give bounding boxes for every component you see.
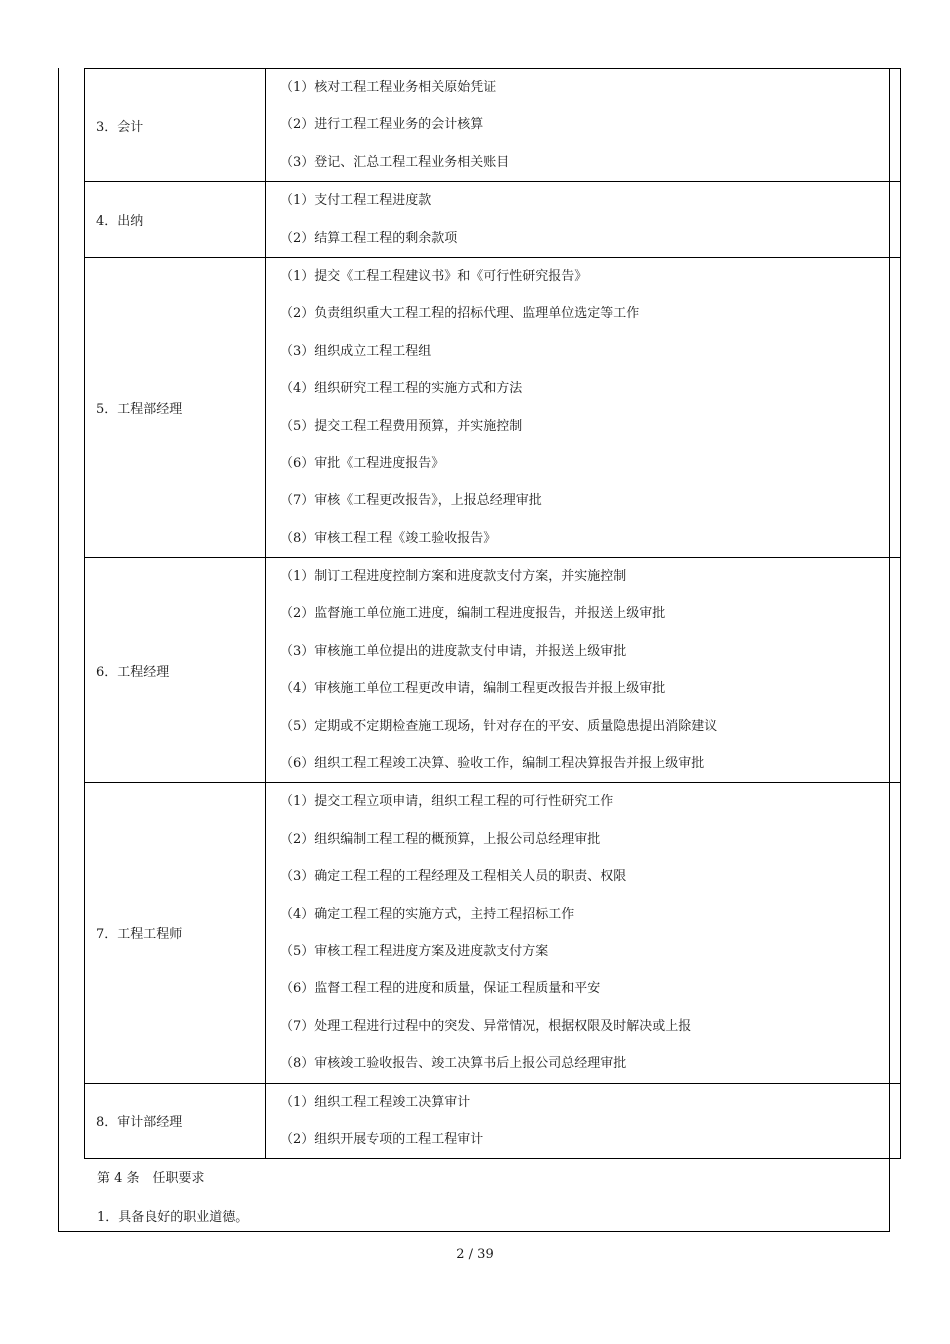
duties-cell [266, 69, 901, 182]
duty-item: （4）确定工程工程的实施方式，主持工程招标工作 [280, 906, 575, 922]
outer-frame-left-border [58, 68, 59, 1232]
duty-item: （1）提交《工程工程建议书》和《可行性研究报告》 [280, 268, 588, 284]
duties-cell [266, 1083, 901, 1159]
table-row [85, 182, 901, 258]
duty-item: （8）审核工程工程《竣工验收报告》 [280, 530, 497, 546]
duty-item: （8）审核竣工验收报告、竣工决算书后上报公司总经理审批 [280, 1056, 627, 1072]
duties-cell [266, 783, 901, 1083]
table-row [85, 1083, 901, 1159]
role-name-cell: 3．会计 [85, 69, 266, 182]
duty-item: （4）组织研究工程工程的实施方式和方法 [280, 381, 523, 397]
duty-item: （1）提交工程立项申请，组织工程工程的可行性研究工作 [280, 794, 614, 810]
role-name-cell: 6．工程经理 [85, 558, 266, 783]
duty-item: （1）制订工程进度控制方案和进度款支付方案，并实施控制 [280, 569, 627, 585]
duty-item: （1）核对工程工程业务相关原始凭证 [280, 80, 497, 95]
duty-item: （3）登记、汇总工程工程业务相关账目 [280, 154, 510, 170]
page-number: 2 / 39 [456, 1247, 494, 1262]
duty-item: （5）审核工程工程进度方案及进度款支付方案 [280, 943, 549, 959]
duty-item: （6）组织工程工程竣工决算、验收工作，编制工程决算报告并报上级审批 [280, 756, 705, 772]
duty-item: （5）定期或不定期检查施工现场，针对存在的平安、质量隐患提出消除建议 [280, 718, 718, 734]
duty-item: （4）审核施工单位工程更改申请，编制工程更改报告并报上级审批 [280, 681, 666, 697]
duties-table [84, 68, 901, 1159]
duty-item: （7）处理工程进行过程中的突发、异常情况，根据权限及时解决或上报 [280, 1018, 692, 1034]
table-row [85, 558, 901, 783]
table-row [85, 69, 901, 182]
duty-item: （6）监督工程工程的进度和质量，保证工程质量和平安 [280, 981, 601, 997]
duty-item: （1）支付工程工程进度款 [280, 193, 432, 209]
duty-item: （7）审核《工程更改报告》，上报总经理审批 [280, 493, 542, 509]
duty-item: （2）组织编制工程工程的概预算，上报公司总经理审批 [280, 831, 601, 847]
duty-item: （2）监督施工单位施工进度，编制工程进度报告，并报送上级审批 [280, 606, 666, 622]
role-name-cell: 4．出纳 [85, 182, 266, 258]
duty-item: （5）提交工程工程费用预算，并实施控制 [280, 418, 523, 434]
duty-item: （2）结算工程工程的剩余款项 [280, 230, 458, 246]
duties-cell [266, 558, 901, 783]
requirement-item: 1．具备良好的职业道德。 [97, 1210, 249, 1225]
outer-frame-bottom-border [58, 1231, 890, 1232]
duties-cell [266, 257, 901, 557]
duties-cell [266, 182, 901, 258]
duty-item: （3）审核施工单位提出的进度款支付申请，并报送上级审批 [280, 643, 627, 659]
role-name-cell: 5．工程部经理 [85, 257, 266, 557]
role-name-cell: 7．工程工程师 [85, 783, 266, 1083]
article-heading: 第 4 条 任职要求 [97, 1171, 205, 1186]
duty-item: （1）组织工程工程竣工决算审计 [280, 1094, 471, 1110]
duty-item: （2）进行工程工程业务的会计核算 [280, 117, 484, 133]
table-row [85, 257, 901, 557]
duty-item: （2）组织开展专项的工程工程审计 [280, 1131, 484, 1147]
duty-item: （3）确定工程工程的工程经理及工程相关人员的职责、权限 [280, 869, 627, 885]
duty-item: （6）审批《工程进度报告》 [280, 455, 445, 471]
table-row [85, 783, 901, 1083]
role-name-cell: 8．审计部经理 [85, 1083, 266, 1159]
duty-item: （3）组织成立工程工程组 [280, 343, 432, 359]
duty-item: （2）负责组织重大工程工程的招标代理、监理单位选定等工作 [280, 306, 640, 322]
